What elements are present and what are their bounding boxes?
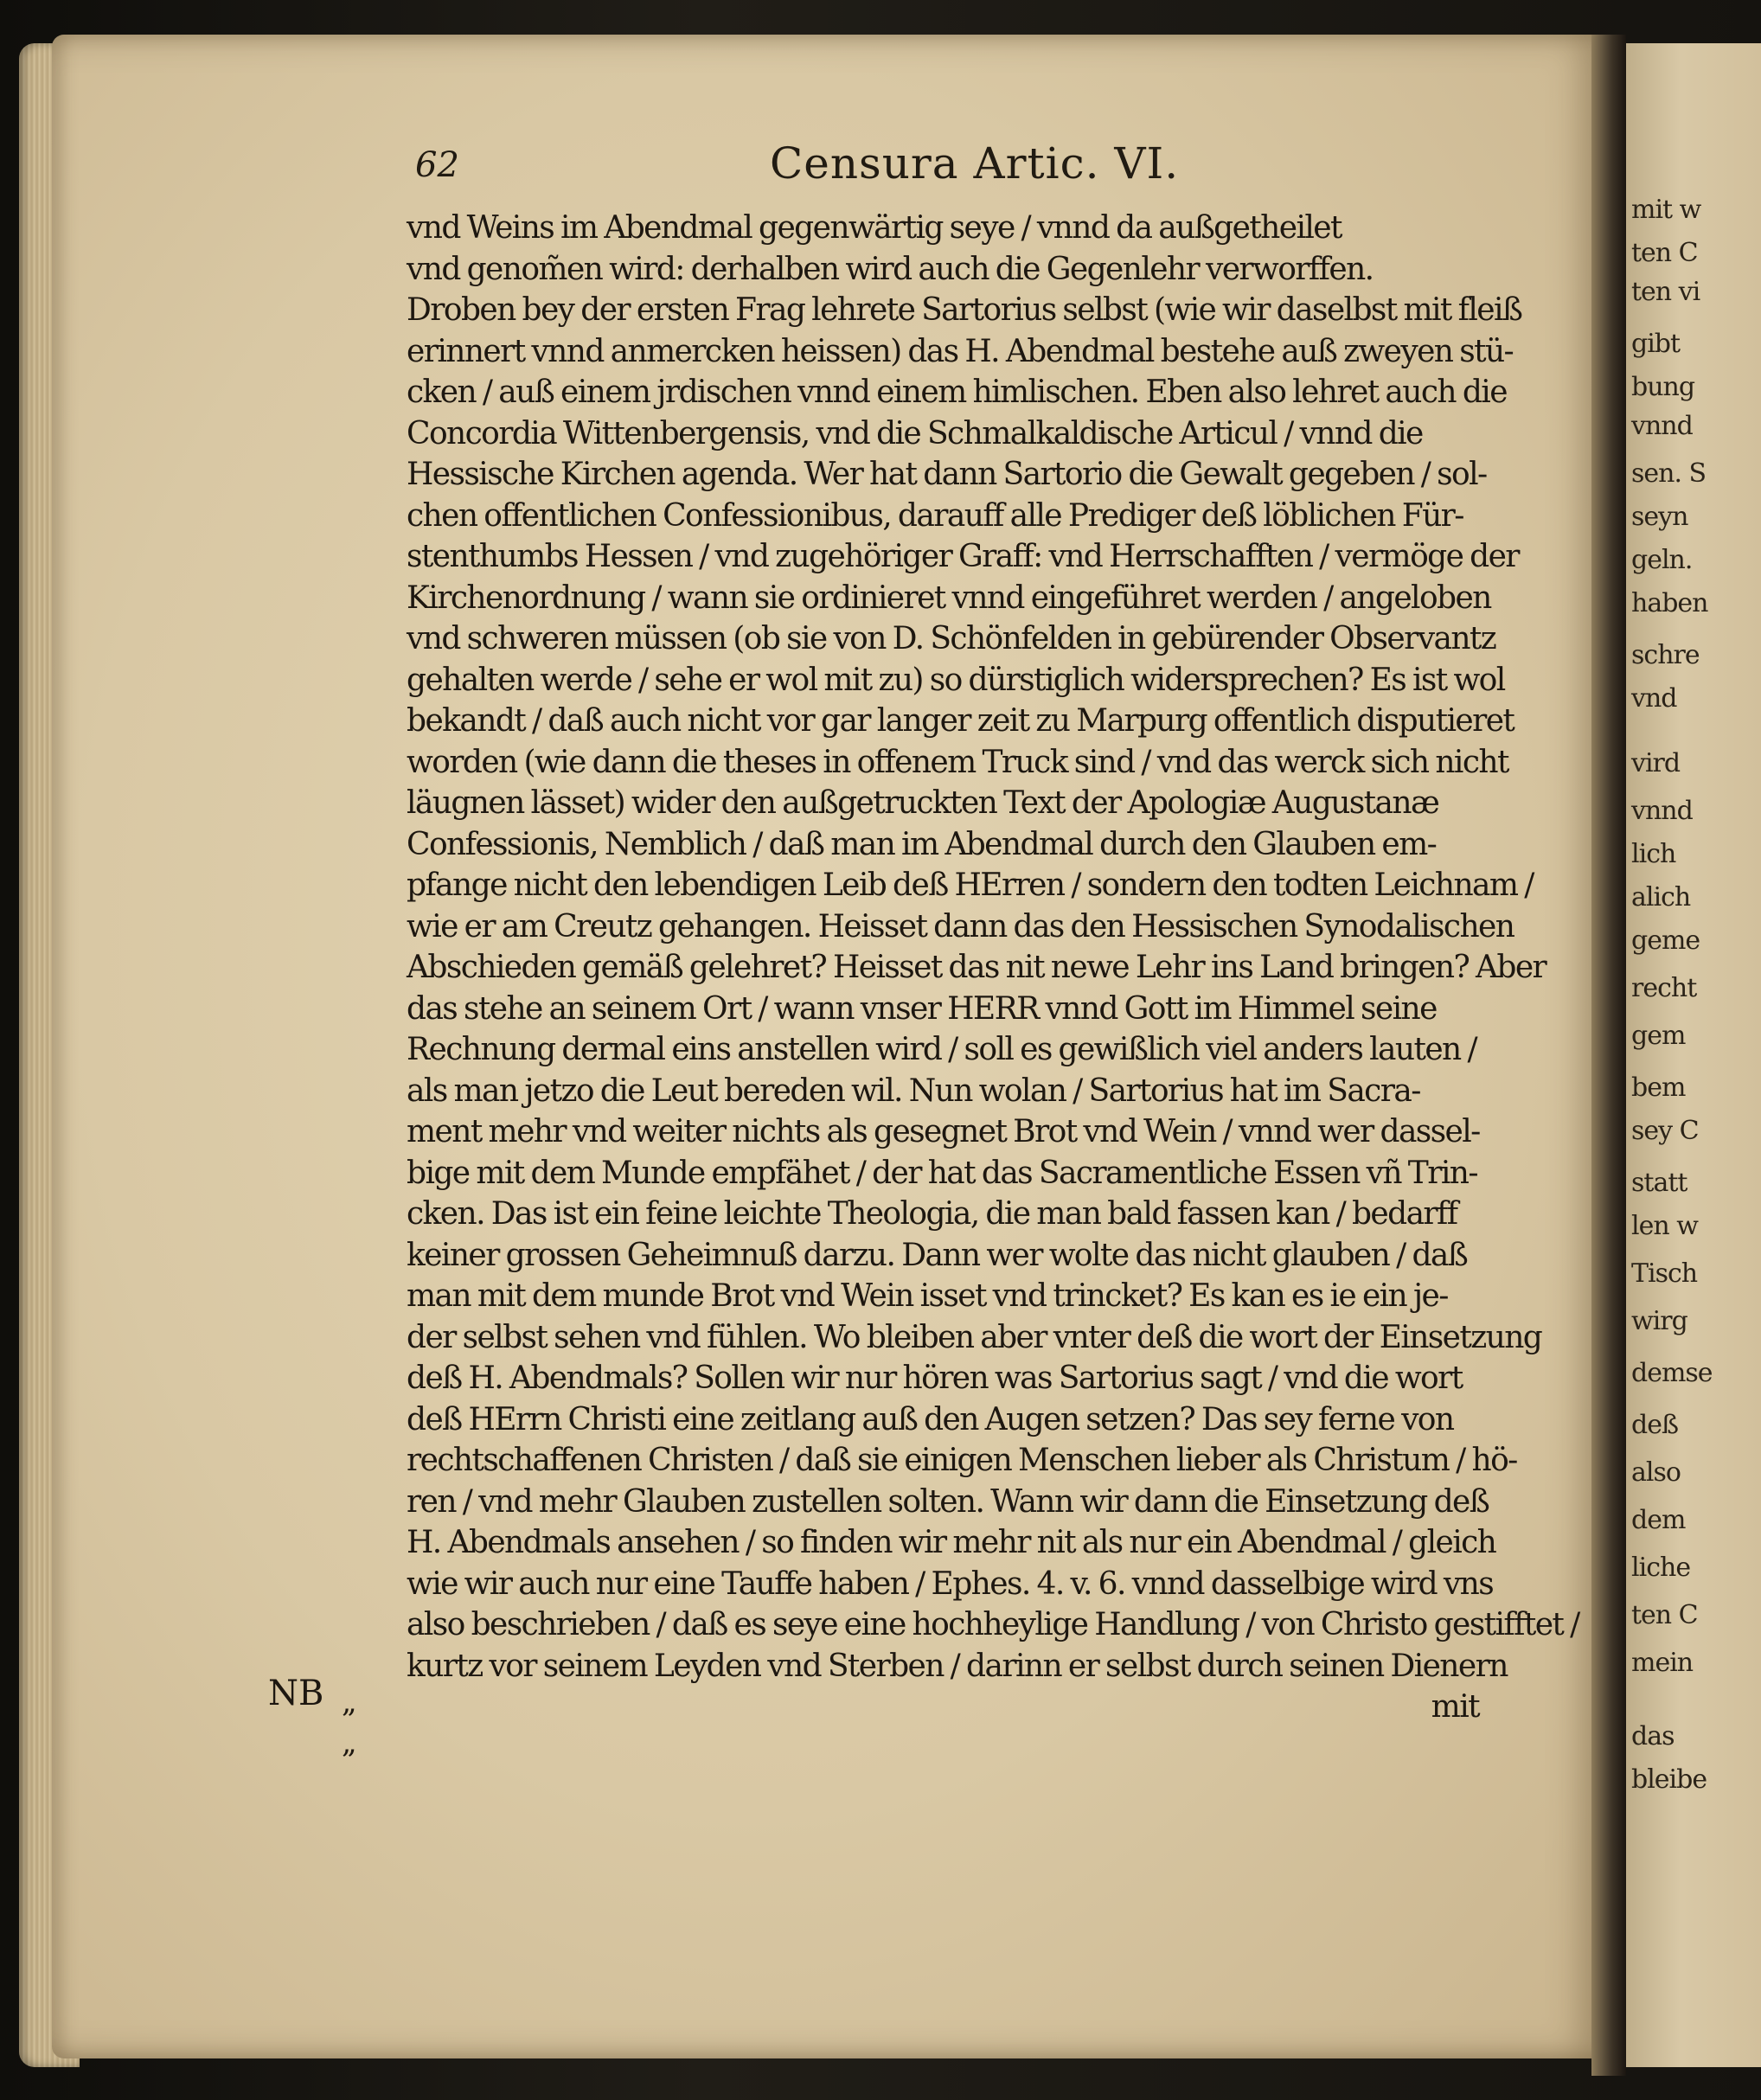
facing-page-fragment: gem [1631,1021,1686,1051]
text-line: bige mit dem Munde empfähet / der hat das Sacramentliche Essen vñ Trin- [407,1155,1477,1191]
margin-note-nb: NB [268,1674,324,1713]
text-line: vnd genom̃en wird: derhalben wird auch die Gegenlehr verworffen. [407,251,1374,287]
facing-page-fragment: bung [1631,372,1695,402]
facing-page-fragment: haben [1631,588,1708,618]
facing-page-fragment: mein [1631,1648,1694,1678]
text-line: cken. Das ist ein feine leichte Theologia, die man bald fassen kan / bedarff [407,1196,1457,1232]
facing-page-fragment: schre [1631,640,1700,670]
facing-page-fragment: das [1631,1721,1675,1751]
facing-page-fragment: geln. [1631,545,1693,575]
text-line: kurtz vor seinem Leyden vnd Sterben / darinn er selbst durch seinen Dienern [407,1648,1508,1684]
text-line: wie wir auch nur eine Tauffe haben / Ephes. 4. v. 6. vnnd dasselbige wird vns [407,1565,1494,1602]
page-header [407,138,1496,190]
text-line: Abschieden gemäß gelehret? Heisset das nit newe Lehr ins Land bringen? Aber [407,950,1546,985]
facing-page-fragment: alich [1631,882,1691,912]
text-line: ment mehr vnd weiter nichts als gesegnet Brot vnd Wein / vnnd wer dassel- [407,1114,1480,1149]
text-line: wie er am Creutz gehangen. Heisset dann das den Hessischen Synodalischen [407,908,1514,944]
facing-page-fragment: wirg [1631,1306,1687,1336]
facing-page-fragment: deß [1631,1410,1678,1440]
facing-page-fragment: ten C [1631,238,1698,268]
facing-page-fragment: sey C [1631,1116,1699,1146]
text-line: rechtschaffenen Christen / daß sie einigen Menschen lieber als Christum / hö- [407,1443,1517,1478]
text-line: stenthumbs Hessen / vnd zugehöriger Graff: vnd Herrschafften / vermöge der [407,539,1519,574]
text-line: man mit dem munde Brot vnd Wein isset vnd trincket? Es kan es ie ein je- [407,1278,1448,1314]
text-line: gehalten werde / sehe er wol mit zu) so dürstiglich widersprechen? Es ist wol [407,662,1505,698]
facing-page-fragment: sen. S [1631,458,1707,489]
facing-page-fragment: Tisch [1631,1258,1698,1289]
text-line: pfange nicht den lebendigen Leib deß HErren / sondern den todten Leichnam / [407,868,1534,903]
text-line: bekandt / daß auch nicht vor gar langer zeit zu Marpurg offentlich disputieret [407,703,1514,739]
text-line: läugnen lässet) wider den außgetruckten Text der Apologiæ Augustanæ [407,785,1439,821]
facing-page-fragment: vnd [1631,683,1677,714]
text-line: das stehe an seinem Ort / wann vnser HERR vnnd Gott im Himmel seine [407,990,1437,1027]
text-line: worden (wie dann die theses in offenem Truck sind / vnd das werck sich nicht [407,744,1508,780]
facing-page-fragment: bem [1631,1072,1686,1103]
text-line: Kirchenordnung / wann sie ordinieret vnnd eingeführet werden / angeloben [407,579,1491,616]
text-line: cken / auß einem jrdischen vnnd einem himlischen. Eben also lehret auch die [407,375,1507,410]
facing-page-fragment: lich [1631,839,1676,869]
text-line: H. Abendmals ansehen / so finden wir mehr nit als nur ein Abendmal / gleich [407,1525,1496,1560]
facing-page-fragment: seyn [1631,502,1688,532]
catchword: mit [1431,1689,1479,1725]
text-line: Hessische Kirchen agenda. Wer hat dann Sartorio die Gewalt gegeben / sol- [407,457,1487,492]
facing-page-fragment: gibt [1631,329,1681,359]
facing-page-fragment: len w [1631,1211,1698,1241]
body-text [407,208,1579,1728]
book-gutter [1591,35,1626,2076]
text-line: erinnert vnnd anmercken heissen) das H. Abendmal bestehe auß zweyen stü- [407,333,1514,369]
facing-page-fragment: mit w [1631,195,1701,225]
facing-page-fragment: ten C [1631,1600,1698,1630]
text-line: ren / vnd mehr Glauben zustellen solten. Wann wir dann die Einsetzung deß [407,1483,1489,1520]
text-line: als man jetzo die Leut bereden wil. Nun wolan / Sartorius hat im Sacra- [407,1072,1420,1109]
text-line: Droben bey der ersten Frag lehrete Sartorius selbst (wie wir daselbst mit fleiß [407,292,1522,328]
text-line: Rechnung dermal eins anstellen wird / soll es gewißlich viel anders lauten / [407,1032,1477,1067]
text-line: vnd schweren müssen (ob sie von D. Schönfelden in gebürender Observantz [407,621,1496,656]
quote-mark: „ [342,1685,357,1719]
facing-page-fragment: recht [1631,973,1697,1003]
text-line: Confessionis, Nemblich / daß man im Abendmal durch den Glauben em- [407,826,1437,862]
facing-page-fragment: dem [1631,1505,1686,1535]
facing-page-fragment: vnnd [1631,411,1693,441]
quote-mark: „ [342,1725,357,1760]
facing-page-fragment: vnnd [1631,796,1693,826]
page-number: 62 [415,145,459,185]
facing-page-fragment: demse [1631,1358,1713,1388]
facing-page-fragment: geme [1631,925,1700,956]
text-line: keiner grossen Geheimnuß darzu. Dann wer wolte das nicht glauben / daß [407,1237,1468,1273]
text-line: der selbst sehen vnd fühlen. Wo bleiben aber vnter deß die wort der Einsetzung [407,1319,1542,1355]
running-head: Censura Artic. VI. [770,138,1180,189]
facing-page-fragment: also [1631,1457,1681,1488]
facing-page-fragment: ten vi [1631,277,1700,307]
facing-page-fragment: bleibe [1631,1764,1707,1795]
text-line: Concordia Wittenbergensis, vnd die Schmalkaldische Articul / vnnd die [407,415,1423,451]
text-line: vnd Weins im Abendmal gegenwärtig seye / vnnd da außgetheilet [407,210,1342,246]
facing-page [1626,43,1761,2067]
facing-page-fragment: liche [1631,1553,1691,1583]
text-line: deß HErrn Christi eine zeitlang auß den Augen setzen? Das sey ferne von [407,1401,1454,1437]
facing-page-fragment: statt [1631,1168,1687,1198]
text-line: chen offentlichen Confessionibus, darauff alle Prediger deß löblichen Für- [407,497,1463,534]
text-line: deß H. Abendmals? Sollen wir nur hören was Sartorius sagt / vnd die wort [407,1361,1463,1396]
facing-page-fragment: vird [1631,748,1681,778]
text-line: also beschrieben / daß es seye eine hochheylige Handlung / von Christo gestifftet / [407,1607,1579,1642]
